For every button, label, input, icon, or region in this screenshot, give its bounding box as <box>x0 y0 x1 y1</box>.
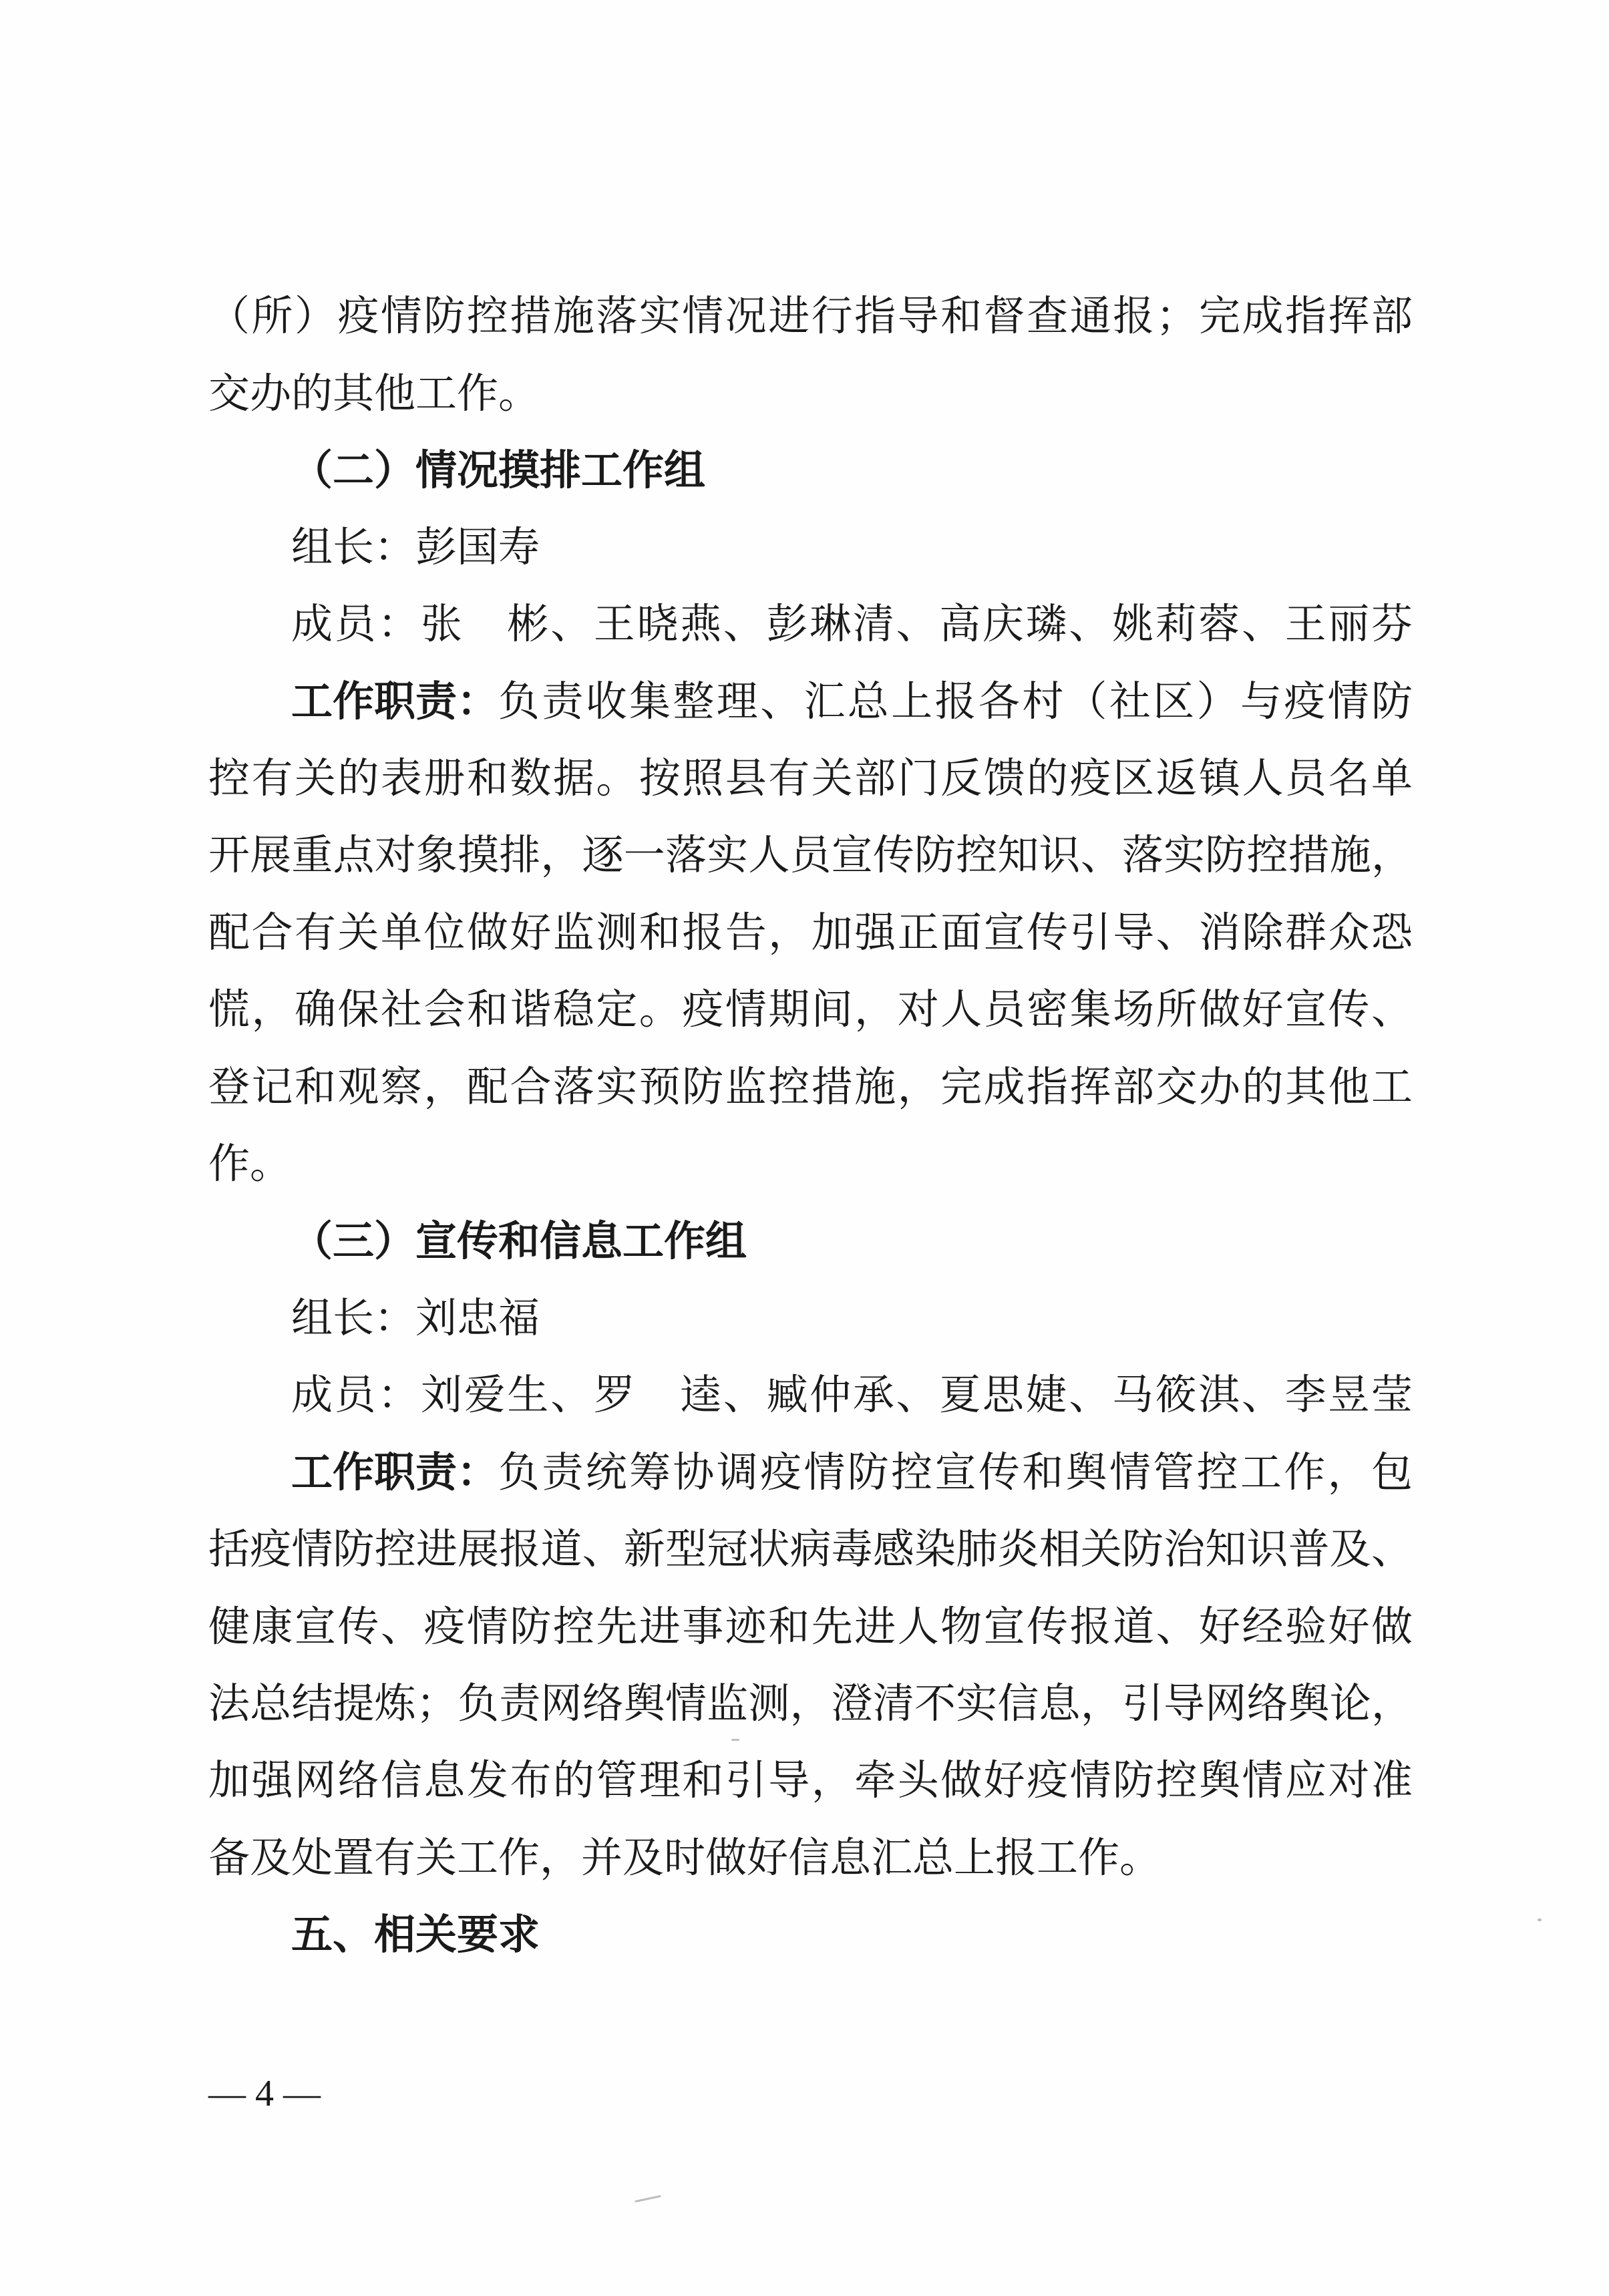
scan-speck <box>1538 1919 1542 1921</box>
paragraph-line: 慌，确保社会和谐稳定。疫情期间，对人员密集场所做好宣传、 <box>208 985 1413 1033</box>
paragraph-line: 括疫情防控进展报道、新型冠状病毒感染肺炎相关防治知识普及、 <box>208 1524 1413 1573</box>
paragraph-line: 健康宣传、疫情防控先进事迹和先进人物宣传报道、好经验好做 <box>208 1602 1413 1651</box>
paragraph-line: （所）疫情防控措施落实情况进行指导和督查通报；完成指挥部 <box>208 291 1413 340</box>
paragraph-line: 开展重点对象摸排，逐一落实人员宣传防控知识、落实防控措施， <box>208 830 1413 879</box>
section-heading: （三）宣传和信息工作组 <box>291 1216 747 1265</box>
scan-speck <box>731 1739 739 1741</box>
paragraph-line: 控有关的表册和数据。按照县有关部门反馈的疫区返镇人员名单 <box>208 754 1413 802</box>
duties-text: 负责收集整理、汇总上报各村（社区）与疫情防 <box>498 677 1413 725</box>
scan-speck <box>635 2195 661 2202</box>
group-members: 成员：张 彬、王晓燕、彭琳清、高庆璘、姚莉蓉、王丽芬 <box>291 599 1413 648</box>
paragraph-line: 加强网络信息发布的管理和引导，牵头做好疫情防控舆情应对准 <box>208 1756 1413 1804</box>
duties-label: 工作职责： <box>291 1448 499 1496</box>
duties-text: 负责统筹协调疫情防控宣传和舆情管控工作，包 <box>498 1448 1413 1496</box>
chapter-heading: 五、相关要求 <box>291 1910 540 1959</box>
paragraph-line: 配合有关单位做好监测和报告，加强正面宣传引导、消除群众恐 <box>208 908 1413 957</box>
group-leader: 组长：刘忠福 <box>291 1293 540 1342</box>
paragraph-line: 交办的其他工作。 <box>208 369 540 418</box>
paragraph-line: 登记和观察，配合落实预防监控措施，完成指挥部交办的其他工 <box>208 1062 1413 1111</box>
paragraph-line: 备及处置有关工作，并及时做好信息汇总上报工作。 <box>208 1833 1161 1882</box>
section-heading: （二）情况摸排工作组 <box>291 446 706 494</box>
paragraph-line: 法总结提炼；负责网络舆情监测，澄清不实信息，引导网络舆论， <box>208 1679 1413 1728</box>
duties-line <box>291 675 1413 728</box>
page-number: — 4 — <box>208 2073 321 2114</box>
paragraph-line: 作。 <box>208 1139 292 1188</box>
group-leader: 组长：彭国寿 <box>291 522 540 571</box>
duties-line <box>291 1446 1413 1499</box>
group-members: 成员：刘爱生、罗 逵、臧仲承、夏思婕、马筱淇、李昱莹 <box>291 1370 1413 1419</box>
duties-label: 工作职责： <box>291 677 499 725</box>
